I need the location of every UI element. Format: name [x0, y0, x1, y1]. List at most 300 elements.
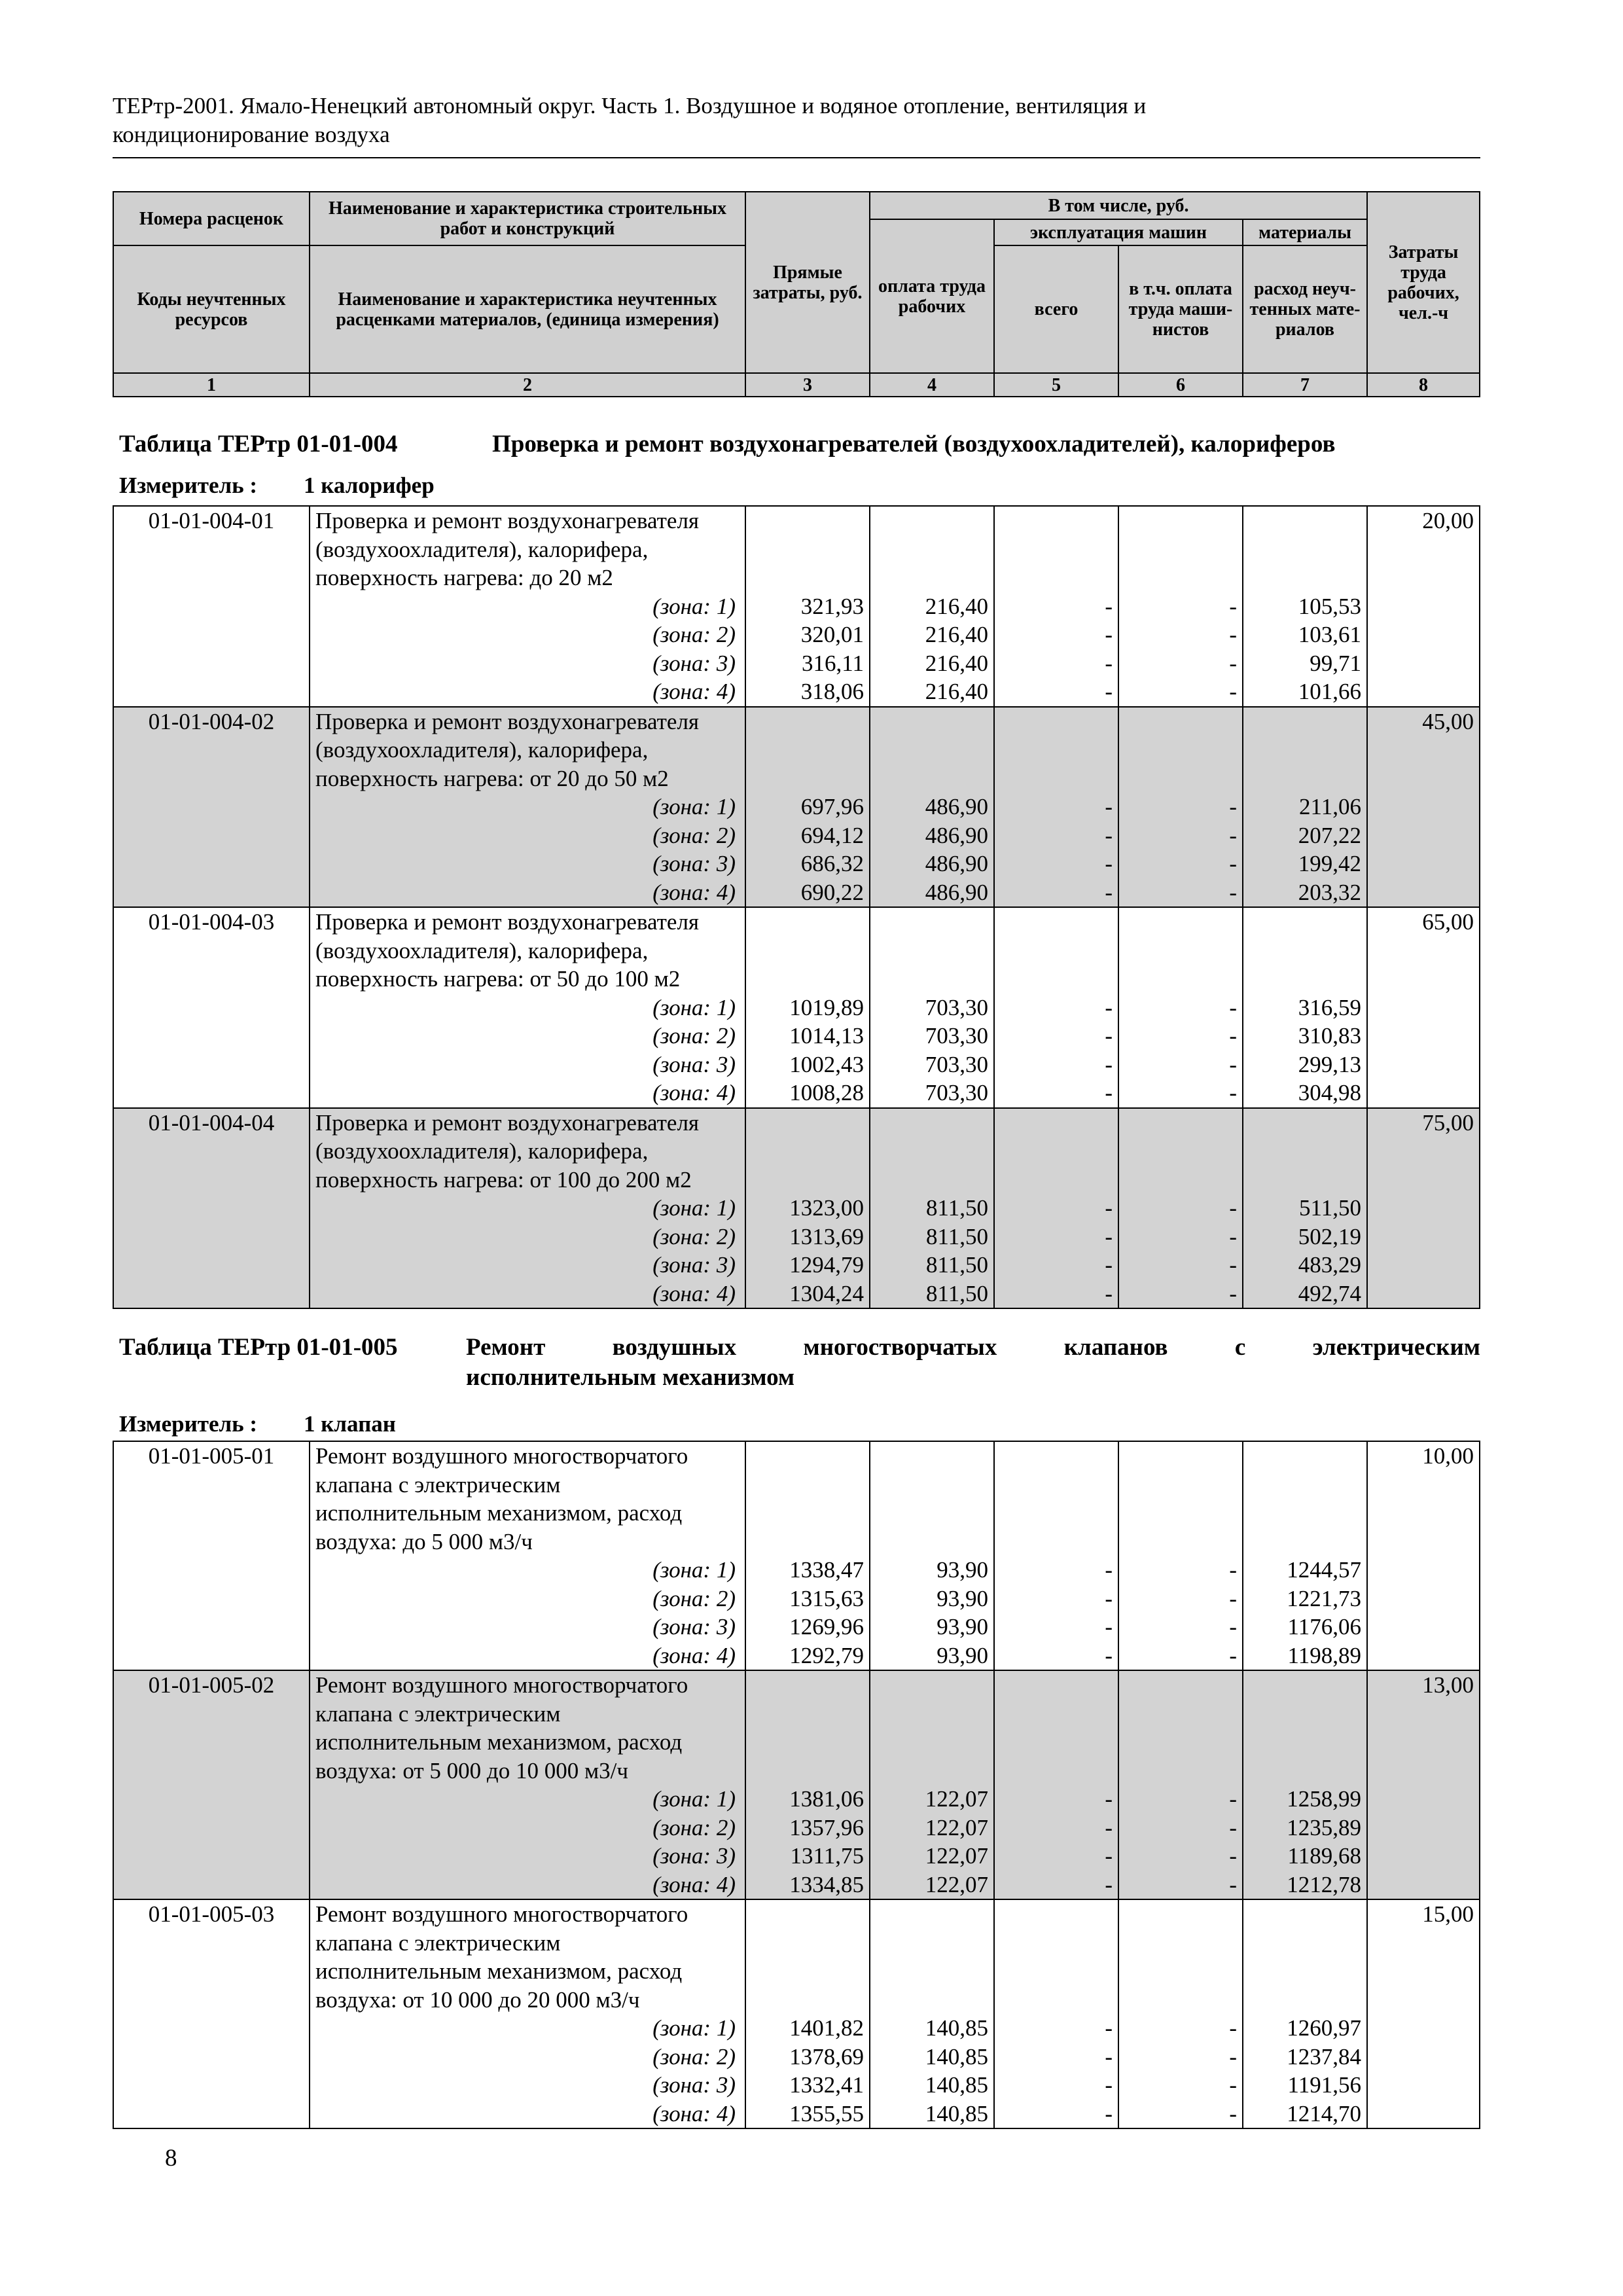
spacer — [870, 1109, 988, 1138]
spacer — [1243, 937, 1361, 965]
direct-cost — [745, 707, 870, 908]
rate-code-text: 01-01-005-02 — [148, 1672, 275, 1698]
labor-pay — [870, 707, 994, 908]
machinist-pay-value: - — [1229, 994, 1237, 1020]
spacer — [746, 1671, 864, 1700]
labor-pay-value: 486,90 — [925, 822, 988, 848]
spacer — [746, 708, 864, 736]
labor-pay — [870, 1441, 994, 1670]
spacer — [870, 1986, 988, 2015]
machinist-pay-value: - — [1229, 1280, 1237, 1306]
direct-cost — [745, 506, 870, 707]
machinist-pay — [1118, 506, 1243, 707]
column-number: 7 — [1243, 373, 1367, 397]
section-name-line2: исполнительным механизмом — [466, 1364, 795, 1391]
machinist-pay-value: - — [1229, 2100, 1237, 2126]
zone-label: (зона: 4) — [652, 1280, 736, 1306]
direct-cost-value: 1355,55 — [789, 2100, 864, 2126]
machinist-pay-value: - — [1229, 2043, 1237, 2070]
spacer — [995, 736, 1113, 764]
direct-cost-value: 320,01 — [800, 622, 864, 647]
col1-bottom-header: Коды неучтенных ресурсов — [113, 245, 310, 373]
spacer — [870, 535, 988, 564]
rate-name-line: исполнительным механизмом, расход — [315, 1500, 683, 1526]
meter-label: Измеритель : — [119, 473, 258, 498]
header-title-line2: кондиционирование воздуха — [113, 122, 390, 147]
spacer — [746, 1137, 864, 1166]
rate-name — [310, 1108, 745, 1309]
meter-1 — [119, 473, 435, 499]
labor-hours-value: 20,00 — [1422, 508, 1474, 533]
spacer — [1119, 535, 1237, 564]
rate-code — [113, 707, 310, 908]
labor-pay-value: 93,90 — [936, 1642, 988, 1668]
labor-pay-value: 486,90 — [925, 794, 988, 819]
spacer — [746, 1900, 864, 1929]
machinist-pay-value: - — [1229, 1080, 1237, 1105]
rate-name-line: Ремонт воздушного многостворчатого — [315, 1901, 688, 1927]
zone-label: (зона: 2) — [652, 2043, 736, 2070]
rates-table-2 — [113, 1441, 1480, 2129]
direct-cost-value: 1269,96 — [789, 1614, 864, 1640]
machines-total-value: - — [1105, 1023, 1113, 1049]
spacer — [870, 736, 988, 764]
labor-pay-value: 486,90 — [925, 879, 988, 905]
machines-total — [994, 1441, 1118, 1670]
spacer — [995, 535, 1113, 564]
spacer — [1243, 1757, 1361, 1785]
spacer — [995, 1471, 1113, 1499]
machines-total-value: - — [1105, 1585, 1113, 1611]
spacer — [746, 908, 864, 937]
col6-header: в т.ч. оплата труда маши-нистов — [1118, 245, 1243, 373]
labor-pay-value: 486,90 — [925, 851, 988, 876]
spacer — [746, 736, 864, 764]
spacer — [995, 965, 1113, 994]
spacer — [870, 965, 988, 994]
labor-hours — [1367, 1670, 1480, 1899]
col1-top-header: Номера расценок — [113, 192, 310, 245]
spacer — [870, 1929, 988, 1958]
labor-hours-value: 10,00 — [1422, 1443, 1474, 1469]
materials-cost-value: 1221,73 — [1287, 1585, 1361, 1611]
rate-name — [310, 907, 745, 1108]
spacer — [746, 1757, 864, 1785]
machinist-pay — [1118, 907, 1243, 1108]
materials-cost — [1243, 907, 1367, 1108]
direct-cost — [745, 1899, 870, 2128]
rate-code-text: 01-01-004-03 — [148, 909, 275, 935]
spacer — [1119, 507, 1237, 535]
direct-cost-value: 1294,79 — [789, 1252, 864, 1278]
machines-total-value: - — [1105, 1843, 1113, 1869]
zone-label: (зона: 3) — [652, 1614, 736, 1640]
direct-cost-value: 316,11 — [802, 650, 864, 676]
spacer — [870, 1442, 988, 1471]
col4-header: оплата труда рабочих — [870, 219, 994, 373]
machinist-pay-value: - — [1229, 1557, 1237, 1583]
direct-cost-value: 1334,85 — [789, 1871, 864, 1897]
zone-label: (зона: 3) — [652, 851, 736, 876]
direct-cost-value: 697,96 — [800, 794, 864, 819]
materials-cost-value: 1191,56 — [1287, 2072, 1361, 2098]
direct-cost-value: 1401,82 — [789, 2015, 864, 2041]
rate-row — [113, 1670, 1480, 1899]
zone-label: (зона: 4) — [652, 1871, 736, 1897]
col2-top-header: Наименование и характеристика строительных работ и конструкций — [310, 192, 745, 245]
zone-label: (зона: 4) — [652, 1080, 736, 1105]
spacer — [1119, 908, 1237, 937]
spacer — [746, 1986, 864, 2015]
direct-cost — [745, 907, 870, 1108]
spacer — [1119, 736, 1237, 764]
labor-pay-value: 216,40 — [925, 593, 988, 619]
col2-bottom-header: Наименование и характеристика неучтенных расценками материалов, (единица измерения) — [310, 245, 745, 373]
spacer — [995, 908, 1113, 937]
machines-total-value: - — [1105, 2015, 1113, 2041]
labor-pay-value: 140,85 — [925, 2072, 988, 2098]
col5-header: всего — [994, 245, 1118, 373]
spacer — [746, 1471, 864, 1499]
rate-name-line: (воздухоохладителя), калорифера, — [315, 1138, 649, 1164]
meter-unit: 1 калорифер — [304, 473, 435, 498]
spacer — [746, 564, 864, 592]
spacer — [870, 1900, 988, 1929]
rate-name-line: поверхность нагрева: от 20 до 50 м2 — [315, 765, 669, 791]
spacer — [995, 1957, 1113, 1986]
col8-header: Затраты труда рабочих, чел.-ч — [1367, 192, 1480, 373]
labor-hours — [1367, 1899, 1480, 2128]
labor-pay — [870, 1899, 994, 2128]
rate-code — [113, 1670, 310, 1899]
spacer — [1243, 736, 1361, 764]
rate-name-line: клапана с электрическим — [315, 1471, 561, 1498]
spacer — [1243, 564, 1361, 592]
page-header — [113, 92, 1480, 149]
zone-label: (зона: 1) — [652, 593, 736, 619]
rate-row — [113, 1899, 1480, 2128]
spacer — [995, 1442, 1113, 1471]
rate-name-line: Проверка и ремонт воздухонагревателя — [315, 1109, 700, 1136]
zone-label: (зона: 1) — [652, 994, 736, 1020]
machinist-pay-value: - — [1229, 1585, 1237, 1611]
zone-label: (зона: 4) — [652, 679, 736, 704]
rate-code — [113, 1441, 310, 1670]
spacer — [870, 1528, 988, 1556]
labor-pay-value: 216,40 — [925, 679, 988, 704]
spacer — [995, 1700, 1113, 1729]
rate-name — [310, 1441, 745, 1670]
rate-name-line: (воздухоохладителя), калорифера, — [315, 937, 649, 963]
meter-unit: 1 клапан — [304, 1411, 396, 1437]
labor-pay-value: 93,90 — [936, 1585, 988, 1611]
rate-code — [113, 1899, 310, 2128]
column-number: 1 — [113, 373, 310, 397]
machinist-pay-value: - — [1229, 1051, 1237, 1077]
spacer — [1243, 1109, 1361, 1138]
spacer — [746, 1728, 864, 1757]
materials-cost-value: 1237,84 — [1287, 2043, 1361, 2070]
rate-name-line: воздуха: от 5 000 до 10 000 м3/ч — [315, 1757, 628, 1784]
labor-pay-value: 140,85 — [925, 2015, 988, 2041]
materials-cost-value: 199,42 — [1298, 851, 1361, 876]
rate-name-line: Проверка и ремонт воздухонагревателя — [315, 909, 700, 935]
spacer — [746, 1929, 864, 1958]
direct-cost-value: 1338,47 — [789, 1557, 864, 1583]
materials-cost-value: 492,74 — [1298, 1280, 1361, 1306]
machinist-pay-value: - — [1229, 1814, 1237, 1840]
zone-label: (зона: 2) — [652, 1585, 736, 1611]
spacer — [995, 507, 1113, 535]
machinist-pay-value: - — [1229, 1843, 1237, 1869]
machinist-pay-value: - — [1229, 794, 1237, 819]
labor-pay-value: 122,07 — [925, 1814, 988, 1840]
rate-name-line: воздуха: от 10 000 до 20 000 м3/ч — [315, 1986, 640, 2013]
section-code: Таблица ТЕРтр 01-01-004 — [119, 431, 398, 457]
labor-pay-value: 93,90 — [936, 1614, 988, 1640]
spacer — [1243, 1957, 1361, 1986]
machines-total-value: - — [1105, 2100, 1113, 2126]
rate-name-line: исполнительным механизмом, расход — [315, 1729, 683, 1755]
machines-total-value: - — [1105, 794, 1113, 819]
labor-pay-value: 703,30 — [925, 1080, 988, 1105]
direct-cost-value: 1019,89 — [789, 994, 864, 1020]
machinist-pay-value: - — [1229, 1195, 1237, 1221]
labor-hours — [1367, 1108, 1480, 1309]
spacer — [1119, 1499, 1237, 1528]
spacer — [995, 1929, 1113, 1958]
direct-cost-value: 1323,00 — [789, 1195, 864, 1221]
machines-total-value: - — [1105, 1557, 1113, 1583]
rate-code-text: 01-01-004-04 — [148, 1109, 275, 1136]
materials-cost-value: 101,66 — [1298, 679, 1361, 704]
spacer — [1243, 708, 1361, 736]
direct-cost-value: 690,22 — [800, 879, 864, 905]
labor-pay — [870, 1108, 994, 1309]
rate-code — [113, 907, 310, 1108]
labor-pay-value: 216,40 — [925, 622, 988, 647]
rate-row — [113, 907, 1480, 1108]
rate-row — [113, 1108, 1480, 1309]
spacer — [1243, 1728, 1361, 1757]
page-number: 8 — [165, 2145, 177, 2172]
machinist-pay-value: - — [1229, 851, 1237, 876]
spacer — [870, 1471, 988, 1499]
machines-total-value: - — [1105, 851, 1113, 876]
machines-total — [994, 1670, 1118, 1899]
spacer — [746, 1442, 864, 1471]
zone-label: (зона: 3) — [652, 1051, 736, 1077]
column-header-table — [113, 191, 1480, 397]
labor-hours — [1367, 506, 1480, 707]
zone-label: (зона: 2) — [652, 1814, 736, 1840]
machinist-pay-value: - — [1229, 1252, 1237, 1278]
materials-cost-value: 304,98 — [1298, 1080, 1361, 1105]
section-name: Проверка и ремонт воздухонагревателей (воздухоохладителей), калориферов — [492, 431, 1336, 457]
machinist-pay-value: - — [1229, 593, 1237, 619]
machines-total-value: - — [1105, 1871, 1113, 1897]
labor-pay — [870, 907, 994, 1108]
spacer — [1119, 1929, 1237, 1958]
spacer — [995, 1757, 1113, 1785]
spacer — [746, 965, 864, 994]
machines-total-value: - — [1105, 2043, 1113, 2070]
spacer — [995, 1499, 1113, 1528]
spacer — [1119, 1442, 1237, 1471]
direct-cost-value: 694,12 — [800, 822, 864, 848]
rate-code-text: 01-01-004-02 — [148, 708, 275, 734]
materials-cost-value: 203,32 — [1298, 879, 1361, 905]
spacer — [1243, 965, 1361, 994]
spacer — [746, 1957, 864, 1986]
zone-label: (зона: 1) — [652, 1195, 736, 1221]
spacer — [1119, 1957, 1237, 1986]
rate-name — [310, 1899, 745, 2128]
rates-table-1 — [113, 505, 1480, 1309]
materials-cost-value: 1258,99 — [1287, 1786, 1361, 1812]
direct-cost-value: 1381,06 — [789, 1786, 864, 1812]
machinist-pay-value: - — [1229, 822, 1237, 848]
spacer — [870, 1671, 988, 1700]
meter-2 — [119, 1411, 396, 1437]
machinist-pay — [1118, 1108, 1243, 1309]
spacer — [1243, 1671, 1361, 1700]
labor-hours-value: 45,00 — [1422, 708, 1474, 734]
labor-hours — [1367, 707, 1480, 908]
direct-cost-value: 321,93 — [800, 593, 864, 619]
rate-name-line: (воздухоохладителя), калорифера, — [315, 737, 649, 762]
rate-name-line: клапана с электрическим — [315, 1929, 561, 1956]
direct-cost-value: 1332,41 — [789, 2072, 864, 2098]
spacer — [1119, 1900, 1237, 1929]
materials-cost — [1243, 707, 1367, 908]
labor-hours-value: 75,00 — [1422, 1109, 1474, 1136]
machinist-pay-value: - — [1229, 650, 1237, 676]
machines-total — [994, 907, 1118, 1108]
labor-pay-value: 703,30 — [925, 1051, 988, 1077]
machinist-pay-value: - — [1229, 2015, 1237, 2041]
zone-label: (зона: 3) — [652, 2072, 736, 2098]
machines-total-value: - — [1105, 1223, 1113, 1249]
spacer — [1243, 1137, 1361, 1166]
labor-pay-value: 811,50 — [926, 1223, 988, 1249]
spacer — [1119, 1137, 1237, 1166]
spacer — [1243, 1900, 1361, 1929]
col3-header: Прямые затраты, руб. — [745, 192, 870, 373]
rate-name-line: поверхность нагрева: от 50 до 100 м2 — [315, 966, 681, 992]
section-code: Таблица ТЕРтр 01-01-005 — [119, 1334, 398, 1361]
spacer — [1119, 564, 1237, 592]
labor-pay-value: 140,85 — [925, 2043, 988, 2070]
column-number: 5 — [994, 373, 1118, 397]
zone-label: (зона: 4) — [652, 2100, 736, 2126]
direct-cost-value: 318,06 — [800, 679, 864, 704]
zone-label: (зона: 4) — [652, 1642, 736, 1668]
spacer — [870, 1757, 988, 1785]
spacer — [746, 1109, 864, 1138]
spacer — [1119, 965, 1237, 994]
spacer — [870, 1137, 988, 1166]
machines-total-value: - — [1105, 593, 1113, 619]
spacer — [746, 764, 864, 793]
materials-cost-value: 1235,89 — [1287, 1814, 1361, 1840]
machinist-pay — [1118, 1670, 1243, 1899]
zone-label: (зона: 4) — [652, 879, 736, 905]
zone-label: (зона: 3) — [652, 1843, 736, 1869]
labor-pay-value: 140,85 — [925, 2100, 988, 2126]
spacer — [1119, 937, 1237, 965]
materials-cost-value: 1214,70 — [1287, 2100, 1361, 2126]
spacer — [1243, 1986, 1361, 2015]
spacer — [1119, 1728, 1237, 1757]
labor-pay-value: 811,50 — [926, 1195, 988, 1221]
machines-total-value: - — [1105, 679, 1113, 704]
column-number: 6 — [1118, 373, 1243, 397]
direct-cost-value: 1008,28 — [789, 1080, 864, 1105]
spacer — [1243, 535, 1361, 564]
rate-name-line: воздуха: до 5 000 м3/ч — [315, 1528, 533, 1554]
spacer — [995, 1900, 1113, 1929]
materials-cost-value: 1189,68 — [1287, 1843, 1361, 1869]
rate-name-line: Ремонт воздушного многостворчатого — [315, 1672, 688, 1698]
spacer — [746, 1528, 864, 1556]
rate-code — [113, 1108, 310, 1309]
machinist-pay — [1118, 1899, 1243, 2128]
spacer — [1119, 1166, 1237, 1194]
direct-cost-value: 686,32 — [800, 851, 864, 876]
spacer — [1243, 507, 1361, 535]
spacer — [870, 564, 988, 592]
machinist-pay-value: - — [1229, 622, 1237, 647]
spacer — [746, 1700, 864, 1729]
zone-label: (зона: 2) — [652, 1023, 736, 1049]
machines-total-value: - — [1105, 1280, 1113, 1306]
spacer — [995, 708, 1113, 736]
labor-pay-value: 122,07 — [925, 1786, 988, 1812]
spacer — [995, 1166, 1113, 1194]
materials-cost — [1243, 1108, 1367, 1309]
rate-code-text: 01-01-005-01 — [148, 1443, 275, 1469]
direct-cost-value: 1357,96 — [789, 1814, 864, 1840]
spacer — [1243, 908, 1361, 937]
labor-pay-value: 811,50 — [926, 1252, 988, 1278]
spacer — [1243, 1929, 1361, 1958]
direct-cost-value: 1311,75 — [790, 1843, 864, 1869]
machines-total-value: - — [1105, 1642, 1113, 1668]
spacer — [995, 1671, 1113, 1700]
direct-cost-value: 1014,13 — [789, 1023, 864, 1049]
section-name-line1: Ремонт воздушных многостворчатых клапанов с электрическим — [466, 1334, 1480, 1361]
rate-name-line: (воздухоохладителя), калорифера, — [315, 536, 649, 562]
spacer — [746, 937, 864, 965]
spacer — [870, 1499, 988, 1528]
rate-name — [310, 506, 745, 707]
column-number: 3 — [745, 373, 870, 397]
machines-total-value: - — [1105, 1080, 1113, 1105]
rate-code — [113, 506, 310, 707]
machines-total-value: - — [1105, 822, 1113, 848]
meter-label: Измеритель : — [119, 1411, 258, 1437]
machines-total-value: - — [1105, 622, 1113, 647]
machinist-pay-value: - — [1229, 1223, 1237, 1249]
machines-total-value: - — [1105, 1614, 1113, 1640]
spacer — [870, 908, 988, 937]
materials-cost — [1243, 1441, 1367, 1670]
header-rule — [113, 157, 1480, 158]
spacer — [870, 937, 988, 965]
spacer — [1119, 1528, 1237, 1556]
direct-cost — [745, 1441, 870, 1670]
